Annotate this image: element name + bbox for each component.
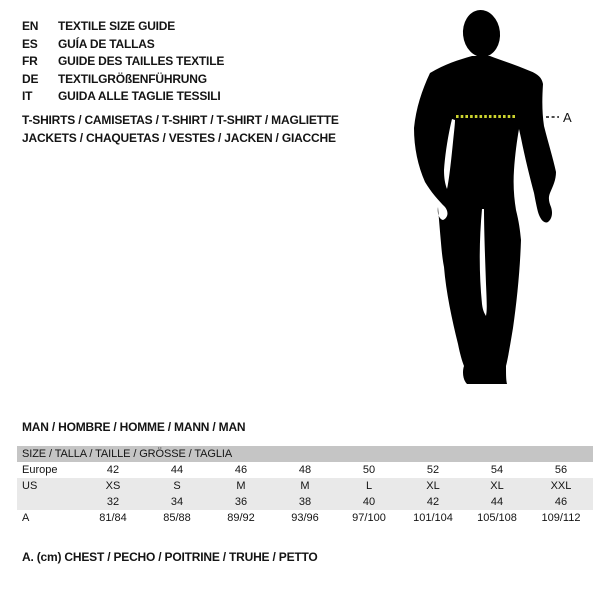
category-line-jackets: JACKETS / CHAQUETAS / VESTES / JACKEN / GIACCHE	[22, 131, 336, 145]
size-table	[17, 446, 593, 526]
table-cell: XXL	[550, 480, 572, 492]
row-label: Europe	[22, 464, 58, 476]
table-cell: 34	[170, 496, 184, 508]
table-cell: 54	[490, 464, 504, 476]
language-code: DE	[22, 71, 39, 86]
table-cell: S	[173, 480, 181, 492]
silhouette-head	[461, 8, 503, 59]
list-item	[22, 71, 224, 89]
man-silhouette	[414, 8, 556, 384]
row-label: US	[22, 480, 38, 492]
table-cell: 40	[362, 496, 376, 508]
table-cell: 56	[554, 464, 568, 476]
silhouette-body	[414, 56, 556, 384]
table-cell: XL	[426, 480, 440, 492]
table-cell: M	[300, 480, 310, 492]
guide-title: GUÍA DE TALLAS	[58, 36, 155, 51]
language-guide-list	[22, 18, 224, 106]
table-cell: L	[365, 480, 373, 492]
table-cell: 42	[106, 464, 120, 476]
table-cell: 32	[106, 496, 120, 508]
language-code: ES	[22, 36, 38, 51]
category-line-tshirts: T-SHIRTS / CAMISETAS / T-SHIRT / T-SHIRT / MAGLIETTE	[22, 113, 339, 127]
measurement-figure	[400, 0, 600, 400]
table-row-europe	[17, 462, 593, 478]
table-cell: 105/108	[477, 512, 517, 524]
section-title-man: MAN / HOMBRE / HOMME / MANN / MAN	[22, 420, 246, 434]
table-cell: 52	[426, 464, 440, 476]
table-cell: 44	[490, 496, 504, 508]
measurement-footnote: A. (cm) CHEST / PECHO / POITRINE / TRUHE / PETTO	[22, 550, 318, 564]
guide-title: TEXTILE SIZE GUIDE	[58, 19, 176, 33]
table-cell: 89/92	[227, 512, 255, 524]
table-cell: 46	[554, 496, 568, 508]
garment-categories	[22, 111, 339, 147]
table-cell: 50	[362, 464, 376, 476]
table-cell: 97/100	[352, 512, 386, 524]
table-cell: 109/112	[541, 512, 581, 524]
guide-title: GUIDE DES TAILLES TEXTILE	[58, 54, 225, 68]
measure-label-a: A	[563, 110, 572, 125]
language-code: EN	[22, 19, 39, 33]
table-cell: 44	[170, 464, 184, 476]
language-code: FR	[22, 54, 38, 68]
shaded-band	[17, 478, 593, 510]
table-cell: 93/96	[291, 512, 319, 524]
row-label: A	[22, 512, 30, 524]
table-cell: 48	[298, 464, 312, 476]
table-cell: XL	[490, 480, 504, 492]
table-cell: 81/84	[99, 512, 127, 524]
table-cell: 101/104	[413, 512, 453, 524]
row-label	[17, 494, 81, 510]
list-item	[22, 18, 224, 36]
man-silhouette-svg	[400, 0, 600, 400]
language-code: IT	[22, 89, 33, 103]
table-cell: 36	[234, 496, 248, 508]
table-row-chest	[17, 510, 593, 526]
table-row-numeric	[17, 494, 593, 510]
list-item	[22, 36, 224, 54]
size-table-header: SIZE / TALLA / TAILLE / GRÖSSE / TAGLIA	[17, 446, 593, 462]
list-item	[22, 53, 224, 71]
table-cell: M	[236, 480, 246, 492]
table-row-us	[17, 478, 593, 494]
table-cell: 38	[298, 496, 312, 508]
table-cell: 42	[426, 496, 440, 508]
table-cell: 46	[234, 464, 248, 476]
guide-title: TEXTILGRÖßENFÜHRUNG	[58, 71, 207, 86]
table-cell: 85/88	[163, 512, 191, 524]
table-cell: XS	[105, 480, 121, 492]
list-item	[22, 88, 224, 106]
guide-title: GUIDA ALLE TAGLIE TESSILI	[58, 89, 221, 103]
